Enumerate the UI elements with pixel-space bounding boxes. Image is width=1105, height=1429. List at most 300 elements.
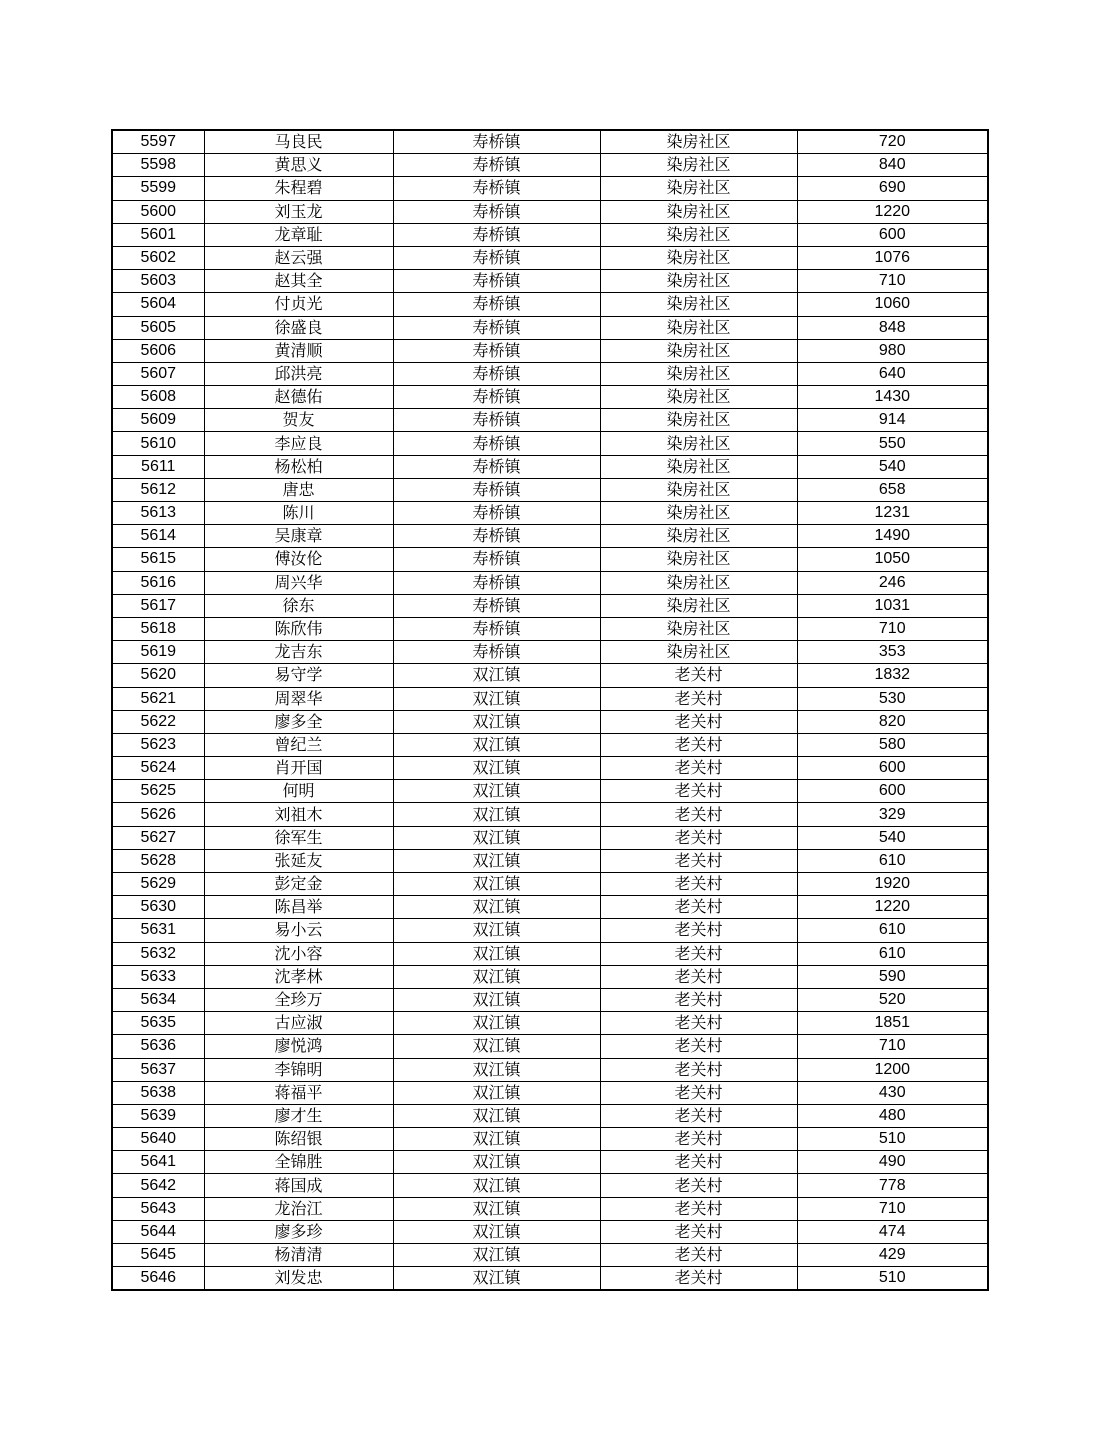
village-cell: 染房社区 (600, 293, 797, 316)
table-row (112, 1151, 988, 1174)
village-cell: 染房社区 (600, 502, 797, 525)
name-cell: 肖开国 (204, 757, 393, 780)
serial-number-cell: 5617 (112, 594, 204, 617)
table-row (112, 1197, 988, 1220)
village-cell: 染房社区 (600, 455, 797, 478)
name-cell: 周翠华 (204, 687, 393, 710)
town-cell: 双江镇 (393, 919, 600, 942)
name-cell: 廖才生 (204, 1104, 393, 1127)
name-cell: 龙治江 (204, 1197, 393, 1220)
amount-cell: 1220 (797, 200, 988, 223)
serial-number-cell: 5634 (112, 988, 204, 1011)
name-cell: 马良民 (204, 130, 393, 154)
name-cell: 易小云 (204, 919, 393, 942)
serial-number-cell: 5639 (112, 1104, 204, 1127)
serial-number-cell: 5638 (112, 1081, 204, 1104)
village-cell: 染房社区 (600, 339, 797, 362)
table-row (112, 1104, 988, 1127)
village-cell: 染房社区 (600, 223, 797, 246)
village-cell: 老关村 (600, 1197, 797, 1220)
table-row (112, 339, 988, 362)
village-cell: 老关村 (600, 873, 797, 896)
amount-cell: 510 (797, 1267, 988, 1291)
village-cell: 老关村 (600, 1267, 797, 1291)
serial-number-cell: 5611 (112, 455, 204, 478)
name-cell: 李应良 (204, 432, 393, 455)
serial-number-cell: 5636 (112, 1035, 204, 1058)
table-row (112, 386, 988, 409)
serial-number-cell: 5628 (112, 849, 204, 872)
table-row (112, 803, 988, 826)
serial-number-cell: 5608 (112, 386, 204, 409)
town-cell: 寿桥镇 (393, 617, 600, 640)
village-cell: 染房社区 (600, 548, 797, 571)
serial-number-cell: 5642 (112, 1174, 204, 1197)
town-cell: 双江镇 (393, 1174, 600, 1197)
amount-cell: 1220 (797, 896, 988, 919)
town-cell: 寿桥镇 (393, 594, 600, 617)
amount-cell: 1060 (797, 293, 988, 316)
village-cell: 老关村 (600, 664, 797, 687)
name-cell: 蒋国成 (204, 1174, 393, 1197)
village-cell: 染房社区 (600, 316, 797, 339)
table-row (112, 988, 988, 1011)
amount-cell: 848 (797, 316, 988, 339)
amount-cell: 1076 (797, 246, 988, 269)
town-cell: 双江镇 (393, 1244, 600, 1267)
name-cell: 易守学 (204, 664, 393, 687)
amount-cell: 710 (797, 270, 988, 293)
table-body (112, 130, 988, 1290)
town-cell: 寿桥镇 (393, 293, 600, 316)
table-row (112, 641, 988, 664)
amount-cell: 1430 (797, 386, 988, 409)
name-cell: 全珍万 (204, 988, 393, 1011)
amount-cell: 580 (797, 733, 988, 756)
village-cell: 染房社区 (600, 200, 797, 223)
town-cell: 寿桥镇 (393, 409, 600, 432)
table-row (112, 826, 988, 849)
name-cell: 刘祖木 (204, 803, 393, 826)
town-cell: 寿桥镇 (393, 432, 600, 455)
serial-number-cell: 5605 (112, 316, 204, 339)
name-cell: 杨松柏 (204, 455, 393, 478)
town-cell: 双江镇 (393, 803, 600, 826)
serial-number-cell: 5597 (112, 130, 204, 154)
village-cell: 染房社区 (600, 386, 797, 409)
table-row (112, 525, 988, 548)
amount-cell: 610 (797, 942, 988, 965)
amount-cell: 1851 (797, 1012, 988, 1035)
serial-number-cell: 5612 (112, 478, 204, 501)
amount-cell: 610 (797, 849, 988, 872)
table-row (112, 965, 988, 988)
amount-cell: 778 (797, 1174, 988, 1197)
serial-number-cell: 5609 (112, 409, 204, 432)
amount-cell: 914 (797, 409, 988, 432)
serial-number-cell: 5618 (112, 617, 204, 640)
amount-cell: 710 (797, 617, 988, 640)
name-cell: 全锦胜 (204, 1151, 393, 1174)
name-cell: 古应淑 (204, 1012, 393, 1035)
amount-cell: 540 (797, 826, 988, 849)
village-cell: 染房社区 (600, 525, 797, 548)
village-cell: 染房社区 (600, 432, 797, 455)
town-cell: 双江镇 (393, 1081, 600, 1104)
name-cell: 贺友 (204, 409, 393, 432)
town-cell: 寿桥镇 (393, 200, 600, 223)
name-cell: 陈川 (204, 502, 393, 525)
serial-number-cell: 5599 (112, 177, 204, 200)
serial-number-cell: 5633 (112, 965, 204, 988)
serial-number-cell: 5643 (112, 1197, 204, 1220)
town-cell: 双江镇 (393, 826, 600, 849)
serial-number-cell: 5637 (112, 1058, 204, 1081)
amount-cell: 710 (797, 1035, 988, 1058)
table-row (112, 571, 988, 594)
village-cell: 染房社区 (600, 362, 797, 385)
village-cell: 老关村 (600, 896, 797, 919)
table-row (112, 594, 988, 617)
village-cell: 老关村 (600, 965, 797, 988)
town-cell: 双江镇 (393, 1012, 600, 1035)
table-row (112, 502, 988, 525)
name-cell: 徐东 (204, 594, 393, 617)
table-row (112, 1244, 988, 1267)
serial-number-cell: 5631 (112, 919, 204, 942)
town-cell: 双江镇 (393, 710, 600, 733)
village-cell: 老关村 (600, 733, 797, 756)
name-cell: 朱程碧 (204, 177, 393, 200)
serial-number-cell: 5610 (112, 432, 204, 455)
town-cell: 双江镇 (393, 1104, 600, 1127)
town-cell: 寿桥镇 (393, 362, 600, 385)
amount-cell: 480 (797, 1104, 988, 1127)
table-row (112, 780, 988, 803)
serial-number-cell: 5632 (112, 942, 204, 965)
table-row (112, 293, 988, 316)
amount-cell: 720 (797, 130, 988, 154)
name-cell: 何明 (204, 780, 393, 803)
town-cell: 双江镇 (393, 733, 600, 756)
amount-cell: 600 (797, 757, 988, 780)
table-row (112, 1174, 988, 1197)
serial-number-cell: 5601 (112, 223, 204, 246)
serial-number-cell: 5602 (112, 246, 204, 269)
name-cell: 龙章耻 (204, 223, 393, 246)
village-cell: 老关村 (600, 1081, 797, 1104)
town-cell: 寿桥镇 (393, 525, 600, 548)
name-cell: 黄思义 (204, 154, 393, 177)
village-cell: 染房社区 (600, 154, 797, 177)
serial-number-cell: 5619 (112, 641, 204, 664)
amount-cell: 640 (797, 362, 988, 385)
name-cell: 吴康章 (204, 525, 393, 548)
village-cell: 老关村 (600, 1058, 797, 1081)
town-cell: 寿桥镇 (393, 548, 600, 571)
serial-number-cell: 5625 (112, 780, 204, 803)
serial-number-cell: 5635 (112, 1012, 204, 1035)
serial-number-cell: 5615 (112, 548, 204, 571)
table-row (112, 1058, 988, 1081)
table-row (112, 200, 988, 223)
table-row (112, 432, 988, 455)
name-cell: 龙吉东 (204, 641, 393, 664)
village-cell: 染房社区 (600, 177, 797, 200)
serial-number-cell: 5603 (112, 270, 204, 293)
serial-number-cell: 5624 (112, 757, 204, 780)
amount-cell: 1050 (797, 548, 988, 571)
amount-cell: 820 (797, 710, 988, 733)
village-cell: 染房社区 (600, 478, 797, 501)
amount-cell: 1920 (797, 873, 988, 896)
amount-cell: 1231 (797, 502, 988, 525)
table-row (112, 1128, 988, 1151)
serial-number-cell: 5614 (112, 525, 204, 548)
amount-cell: 490 (797, 1151, 988, 1174)
amount-cell: 600 (797, 223, 988, 246)
name-cell: 沈孝林 (204, 965, 393, 988)
amount-cell: 600 (797, 780, 988, 803)
name-cell: 蒋福平 (204, 1081, 393, 1104)
name-cell: 张延友 (204, 849, 393, 872)
name-cell: 周兴华 (204, 571, 393, 594)
town-cell: 寿桥镇 (393, 154, 600, 177)
village-cell: 老关村 (600, 1104, 797, 1127)
name-cell: 陈绍银 (204, 1128, 393, 1151)
village-cell: 老关村 (600, 988, 797, 1011)
name-cell: 徐盛良 (204, 316, 393, 339)
amount-cell: 429 (797, 1244, 988, 1267)
name-cell: 廖多全 (204, 710, 393, 733)
town-cell: 双江镇 (393, 1151, 600, 1174)
table-row (112, 270, 988, 293)
table-row (112, 316, 988, 339)
table-row (112, 455, 988, 478)
amount-cell: 540 (797, 455, 988, 478)
name-cell: 杨清清 (204, 1244, 393, 1267)
amount-cell: 474 (797, 1220, 988, 1243)
name-cell: 刘玉龙 (204, 200, 393, 223)
table-row (112, 548, 988, 571)
name-cell: 黄清顺 (204, 339, 393, 362)
amount-cell: 246 (797, 571, 988, 594)
village-cell: 染房社区 (600, 594, 797, 617)
town-cell: 双江镇 (393, 780, 600, 803)
serial-number-cell: 5629 (112, 873, 204, 896)
serial-number-cell: 5606 (112, 339, 204, 362)
village-cell: 老关村 (600, 919, 797, 942)
table-row (112, 757, 988, 780)
amount-cell: 610 (797, 919, 988, 942)
village-cell: 染房社区 (600, 641, 797, 664)
village-cell: 老关村 (600, 1012, 797, 1035)
table-row (112, 409, 988, 432)
table-row (112, 246, 988, 269)
town-cell: 双江镇 (393, 1058, 600, 1081)
name-cell: 赵德佑 (204, 386, 393, 409)
serial-number-cell: 5616 (112, 571, 204, 594)
town-cell: 双江镇 (393, 1220, 600, 1243)
table-row (112, 687, 988, 710)
name-cell: 廖悦鸿 (204, 1035, 393, 1058)
table-row (112, 154, 988, 177)
town-cell: 双江镇 (393, 942, 600, 965)
table-row (112, 617, 988, 640)
serial-number-cell: 5621 (112, 687, 204, 710)
town-cell: 双江镇 (393, 988, 600, 1011)
table-row (112, 942, 988, 965)
serial-number-cell: 5630 (112, 896, 204, 919)
town-cell: 双江镇 (393, 1128, 600, 1151)
village-cell: 老关村 (600, 1151, 797, 1174)
town-cell: 寿桥镇 (393, 502, 600, 525)
name-cell: 刘发忠 (204, 1267, 393, 1291)
name-cell: 赵云强 (204, 246, 393, 269)
serial-number-cell: 5600 (112, 200, 204, 223)
town-cell: 寿桥镇 (393, 571, 600, 594)
name-cell: 赵其全 (204, 270, 393, 293)
village-cell: 染房社区 (600, 617, 797, 640)
table-row (112, 1220, 988, 1243)
town-cell: 双江镇 (393, 687, 600, 710)
amount-cell: 510 (797, 1128, 988, 1151)
town-cell: 双江镇 (393, 1197, 600, 1220)
name-cell: 邱洪亮 (204, 362, 393, 385)
village-cell: 染房社区 (600, 409, 797, 432)
amount-cell: 658 (797, 478, 988, 501)
amount-cell: 1200 (797, 1058, 988, 1081)
name-cell: 徐军生 (204, 826, 393, 849)
amount-cell: 840 (797, 154, 988, 177)
village-cell: 老关村 (600, 1128, 797, 1151)
name-cell: 曾纪兰 (204, 733, 393, 756)
village-cell: 老关村 (600, 942, 797, 965)
amount-cell: 530 (797, 687, 988, 710)
table-row (112, 710, 988, 733)
village-cell: 老关村 (600, 1244, 797, 1267)
town-cell: 双江镇 (393, 757, 600, 780)
town-cell: 寿桥镇 (393, 130, 600, 154)
village-cell: 染房社区 (600, 571, 797, 594)
amount-cell: 550 (797, 432, 988, 455)
amount-cell: 430 (797, 1081, 988, 1104)
town-cell: 寿桥镇 (393, 270, 600, 293)
amount-cell: 980 (797, 339, 988, 362)
amount-cell: 590 (797, 965, 988, 988)
amount-cell: 1490 (797, 525, 988, 548)
table-row (112, 896, 988, 919)
amount-cell: 690 (797, 177, 988, 200)
data-table (111, 129, 989, 1291)
town-cell: 双江镇 (393, 1035, 600, 1058)
town-cell: 寿桥镇 (393, 177, 600, 200)
serial-number-cell: 5641 (112, 1151, 204, 1174)
village-cell: 老关村 (600, 826, 797, 849)
village-cell: 老关村 (600, 780, 797, 803)
name-cell: 唐忠 (204, 478, 393, 501)
village-cell: 老关村 (600, 1220, 797, 1243)
serial-number-cell: 5626 (112, 803, 204, 826)
name-cell: 沈小容 (204, 942, 393, 965)
name-cell: 彭定金 (204, 873, 393, 896)
name-cell: 傅汝伦 (204, 548, 393, 571)
table-row (112, 873, 988, 896)
village-cell: 老关村 (600, 687, 797, 710)
town-cell: 寿桥镇 (393, 455, 600, 478)
table-row (112, 919, 988, 942)
serial-number-cell: 5613 (112, 502, 204, 525)
serial-number-cell: 5620 (112, 664, 204, 687)
village-cell: 老关村 (600, 757, 797, 780)
village-cell: 老关村 (600, 1174, 797, 1197)
village-cell: 染房社区 (600, 270, 797, 293)
amount-cell: 353 (797, 641, 988, 664)
town-cell: 双江镇 (393, 873, 600, 896)
town-cell: 双江镇 (393, 896, 600, 919)
serial-number-cell: 5645 (112, 1244, 204, 1267)
village-cell: 染房社区 (600, 246, 797, 269)
town-cell: 寿桥镇 (393, 246, 600, 269)
name-cell: 李锦明 (204, 1058, 393, 1081)
table-row (112, 733, 988, 756)
amount-cell: 1031 (797, 594, 988, 617)
table-row (112, 849, 988, 872)
town-cell: 寿桥镇 (393, 223, 600, 246)
table-row (112, 1012, 988, 1035)
town-cell: 寿桥镇 (393, 386, 600, 409)
town-cell: 双江镇 (393, 664, 600, 687)
name-cell: 廖多珍 (204, 1220, 393, 1243)
table-row (112, 130, 988, 154)
table-row (112, 1267, 988, 1291)
town-cell: 寿桥镇 (393, 316, 600, 339)
serial-number-cell: 5604 (112, 293, 204, 316)
town-cell: 双江镇 (393, 965, 600, 988)
town-cell: 寿桥镇 (393, 478, 600, 501)
serial-number-cell: 5646 (112, 1267, 204, 1291)
table-row (112, 1035, 988, 1058)
name-cell: 付贞光 (204, 293, 393, 316)
village-cell: 老关村 (600, 803, 797, 826)
village-cell: 老关村 (600, 1035, 797, 1058)
table-row (112, 177, 988, 200)
town-cell: 寿桥镇 (393, 641, 600, 664)
table-row (112, 223, 988, 246)
amount-cell: 520 (797, 988, 988, 1011)
table-row (112, 664, 988, 687)
serial-number-cell: 5640 (112, 1128, 204, 1151)
town-cell: 双江镇 (393, 1267, 600, 1291)
serial-number-cell: 5598 (112, 154, 204, 177)
village-cell: 染房社区 (600, 130, 797, 154)
town-cell: 双江镇 (393, 849, 600, 872)
table-row (112, 478, 988, 501)
serial-number-cell: 5644 (112, 1220, 204, 1243)
village-cell: 老关村 (600, 849, 797, 872)
amount-cell: 1832 (797, 664, 988, 687)
name-cell: 陈昌举 (204, 896, 393, 919)
table-row (112, 1081, 988, 1104)
amount-cell: 329 (797, 803, 988, 826)
serial-number-cell: 5627 (112, 826, 204, 849)
serial-number-cell: 5622 (112, 710, 204, 733)
village-cell: 老关村 (600, 710, 797, 733)
table-row (112, 362, 988, 385)
serial-number-cell: 5623 (112, 733, 204, 756)
amount-cell: 710 (797, 1197, 988, 1220)
serial-number-cell: 5607 (112, 362, 204, 385)
